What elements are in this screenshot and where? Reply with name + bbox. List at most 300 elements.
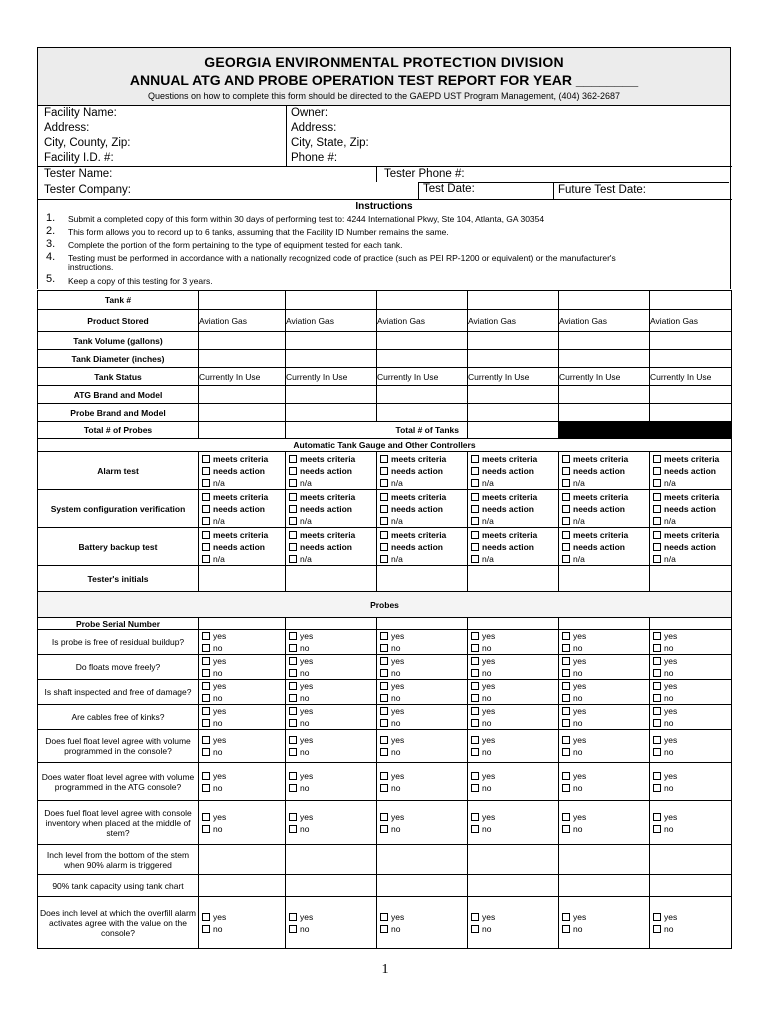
no-option[interactable] xyxy=(468,717,558,729)
product-stored-cell[interactable] xyxy=(468,310,559,332)
checkbox-icon[interactable] xyxy=(289,736,297,744)
checkbox-icon[interactable] xyxy=(562,455,570,463)
yes-option[interactable] xyxy=(650,655,731,667)
yes-option[interactable] xyxy=(199,770,285,782)
tank-volume-cell[interactable] xyxy=(559,332,650,350)
yes-option[interactable] xyxy=(559,705,649,717)
yes-option[interactable] xyxy=(286,734,376,746)
na-option[interactable] xyxy=(199,515,285,527)
inch-level-cell[interactable] xyxy=(559,845,650,875)
checkbox-icon[interactable] xyxy=(202,467,210,475)
checkbox-icon[interactable] xyxy=(653,719,661,727)
checkbox-icon[interactable] xyxy=(202,632,210,640)
needs-action-option[interactable] xyxy=(468,465,558,477)
checkbox-icon[interactable] xyxy=(653,748,661,756)
no-option[interactable] xyxy=(650,823,731,835)
probe-serial-cell[interactable] xyxy=(468,618,559,630)
yes-option[interactable] xyxy=(650,734,731,746)
no-option[interactable] xyxy=(559,823,649,835)
checkbox-icon[interactable] xyxy=(380,543,388,551)
checkbox-icon[interactable] xyxy=(562,505,570,513)
checkbox-icon[interactable] xyxy=(289,555,297,563)
checkbox-icon[interactable] xyxy=(289,694,297,702)
yes-option[interactable] xyxy=(199,655,285,667)
no-option[interactable] xyxy=(377,717,467,729)
checkbox-icon[interactable] xyxy=(562,694,570,702)
checkbox-icon[interactable] xyxy=(289,748,297,756)
needs-action-option[interactable] xyxy=(377,465,467,477)
no-option[interactable] xyxy=(650,717,731,729)
needs-action-option[interactable] xyxy=(650,541,731,553)
inch-level-cell[interactable] xyxy=(377,845,468,875)
no-option[interactable] xyxy=(286,642,376,654)
checkbox-icon[interactable] xyxy=(471,913,479,921)
needs-action-option[interactable] xyxy=(377,503,467,515)
checkbox-icon[interactable] xyxy=(471,531,479,539)
checkbox-icon[interactable] xyxy=(202,719,210,727)
checkbox-icon[interactable] xyxy=(202,736,210,744)
tank-number-cell[interactable] xyxy=(377,291,468,310)
inch-level-cell[interactable] xyxy=(286,845,377,875)
probe-serial-cell[interactable] xyxy=(286,618,377,630)
checkbox-icon[interactable] xyxy=(562,555,570,563)
checkbox-icon[interactable] xyxy=(471,736,479,744)
no-option[interactable] xyxy=(650,692,731,704)
no-option[interactable] xyxy=(468,823,558,835)
checkbox-icon[interactable] xyxy=(653,707,661,715)
checkbox-icon[interactable] xyxy=(202,669,210,677)
yes-option[interactable] xyxy=(377,655,467,667)
meets-criteria-option[interactable] xyxy=(468,529,558,541)
checkbox-icon[interactable] xyxy=(380,682,388,690)
checkbox-icon[interactable] xyxy=(380,925,388,933)
na-option[interactable] xyxy=(468,515,558,527)
no-option[interactable] xyxy=(199,823,285,835)
no-option[interactable] xyxy=(559,667,649,679)
checkbox-icon[interactable] xyxy=(562,479,570,487)
checkbox-icon[interactable] xyxy=(202,479,210,487)
checkbox-icon[interactable] xyxy=(653,555,661,563)
tank-number-cell[interactable] xyxy=(468,291,559,310)
yes-option[interactable] xyxy=(468,705,558,717)
needs-action-option[interactable] xyxy=(286,465,376,477)
checkbox-icon[interactable] xyxy=(471,517,479,525)
no-option[interactable] xyxy=(199,782,285,794)
no-option[interactable] xyxy=(199,667,285,679)
checkbox-icon[interactable] xyxy=(202,455,210,463)
tank-volume-cell[interactable] xyxy=(650,332,732,350)
no-option[interactable] xyxy=(377,642,467,654)
checkbox-icon[interactable] xyxy=(202,543,210,551)
meets-criteria-option[interactable] xyxy=(468,453,558,465)
no-option[interactable] xyxy=(559,642,649,654)
tank-capacity-cell[interactable] xyxy=(650,875,732,897)
probe-brand-cell[interactable] xyxy=(468,404,559,422)
checkbox-icon[interactable] xyxy=(653,825,661,833)
checkbox-icon[interactable] xyxy=(380,657,388,665)
yes-option[interactable] xyxy=(650,911,731,923)
checkbox-icon[interactable] xyxy=(289,467,297,475)
yes-option[interactable] xyxy=(377,734,467,746)
no-option[interactable] xyxy=(559,717,649,729)
meets-criteria-option[interactable] xyxy=(650,529,731,541)
checkbox-icon[interactable] xyxy=(289,719,297,727)
checkbox-icon[interactable] xyxy=(653,543,661,551)
na-option[interactable] xyxy=(199,477,285,489)
checkbox-icon[interactable] xyxy=(380,531,388,539)
tank-volume-cell[interactable] xyxy=(377,332,468,350)
tank-diameter-cell[interactable] xyxy=(650,350,732,368)
na-option[interactable] xyxy=(286,515,376,527)
inch-level-cell[interactable] xyxy=(468,845,559,875)
checkbox-icon[interactable] xyxy=(562,748,570,756)
meets-criteria-option[interactable] xyxy=(559,529,649,541)
checkbox-icon[interactable] xyxy=(380,517,388,525)
no-option[interactable] xyxy=(650,642,731,654)
checkbox-icon[interactable] xyxy=(380,455,388,463)
checkbox-icon[interactable] xyxy=(289,493,297,501)
checkbox-icon[interactable] xyxy=(289,784,297,792)
no-option[interactable] xyxy=(286,746,376,758)
checkbox-icon[interactable] xyxy=(653,517,661,525)
checkbox-icon[interactable] xyxy=(289,913,297,921)
checkbox-icon[interactable] xyxy=(380,736,388,744)
checkbox-icon[interactable] xyxy=(202,644,210,652)
yes-option[interactable] xyxy=(559,770,649,782)
yes-option[interactable] xyxy=(286,655,376,667)
na-option[interactable] xyxy=(377,553,467,565)
probe-serial-cell[interactable] xyxy=(377,618,468,630)
checkbox-icon[interactable] xyxy=(562,925,570,933)
yes-option[interactable] xyxy=(559,655,649,667)
needs-action-option[interactable] xyxy=(650,465,731,477)
tank-capacity-cell[interactable] xyxy=(559,875,650,897)
checkbox-icon[interactable] xyxy=(289,682,297,690)
yes-option[interactable] xyxy=(199,680,285,692)
checkbox-icon[interactable] xyxy=(653,479,661,487)
yes-option[interactable] xyxy=(286,911,376,923)
checkbox-icon[interactable] xyxy=(289,517,297,525)
yes-option[interactable] xyxy=(650,811,731,823)
checkbox-icon[interactable] xyxy=(562,707,570,715)
probe-brand-cell[interactable] xyxy=(559,404,650,422)
checkbox-icon[interactable] xyxy=(562,632,570,640)
checkbox-icon[interactable] xyxy=(471,825,479,833)
inch-level-cell[interactable] xyxy=(199,845,286,875)
checkbox-icon[interactable] xyxy=(471,925,479,933)
checkbox-icon[interactable] xyxy=(471,555,479,563)
checkbox-icon[interactable] xyxy=(471,669,479,677)
na-option[interactable] xyxy=(559,515,649,527)
meets-criteria-option[interactable] xyxy=(377,491,467,503)
product-stored-cell[interactable] xyxy=(650,310,732,332)
yes-option[interactable] xyxy=(377,911,467,923)
checkbox-icon[interactable] xyxy=(380,644,388,652)
checkbox-icon[interactable] xyxy=(380,813,388,821)
atg-brand-cell[interactable] xyxy=(559,386,650,404)
no-option[interactable] xyxy=(468,782,558,794)
meets-criteria-option[interactable] xyxy=(650,491,731,503)
na-option[interactable] xyxy=(286,553,376,565)
tank-number-cell[interactable] xyxy=(286,291,377,310)
needs-action-option[interactable] xyxy=(468,541,558,553)
checkbox-icon[interactable] xyxy=(289,772,297,780)
checkbox-icon[interactable] xyxy=(289,531,297,539)
checkbox-icon[interactable] xyxy=(380,493,388,501)
checkbox-icon[interactable] xyxy=(380,669,388,677)
yes-option[interactable] xyxy=(199,911,285,923)
yes-option[interactable] xyxy=(650,705,731,717)
meets-criteria-option[interactable] xyxy=(377,453,467,465)
no-option[interactable] xyxy=(286,692,376,704)
yes-option[interactable] xyxy=(559,811,649,823)
checkbox-icon[interactable] xyxy=(289,644,297,652)
tank-status-cell[interactable] xyxy=(650,368,732,386)
checkbox-icon[interactable] xyxy=(202,694,210,702)
yes-option[interactable] xyxy=(468,911,558,923)
checkbox-icon[interactable] xyxy=(380,505,388,513)
checkbox-icon[interactable] xyxy=(202,748,210,756)
na-option[interactable] xyxy=(377,515,467,527)
checkbox-icon[interactable] xyxy=(562,644,570,652)
tank-diameter-cell[interactable] xyxy=(468,350,559,368)
no-option[interactable] xyxy=(650,746,731,758)
checkbox-icon[interactable] xyxy=(471,644,479,652)
yes-option[interactable] xyxy=(377,770,467,782)
yes-option[interactable] xyxy=(199,811,285,823)
atg-brand-cell[interactable] xyxy=(468,386,559,404)
na-option[interactable] xyxy=(199,553,285,565)
checkbox-icon[interactable] xyxy=(471,657,479,665)
na-option[interactable] xyxy=(468,553,558,565)
checkbox-icon[interactable] xyxy=(380,707,388,715)
tank-number-cell[interactable] xyxy=(199,291,286,310)
checkbox-icon[interactable] xyxy=(471,543,479,551)
checkbox-icon[interactable] xyxy=(202,682,210,690)
meets-criteria-option[interactable] xyxy=(286,529,376,541)
yes-option[interactable] xyxy=(377,705,467,717)
na-option[interactable] xyxy=(650,477,731,489)
meets-criteria-option[interactable] xyxy=(377,529,467,541)
no-option[interactable] xyxy=(468,746,558,758)
checkbox-icon[interactable] xyxy=(202,505,210,513)
checkbox-icon[interactable] xyxy=(380,825,388,833)
checkbox-icon[interactable] xyxy=(653,644,661,652)
checkbox-icon[interactable] xyxy=(653,913,661,921)
no-option[interactable] xyxy=(650,782,731,794)
needs-action-option[interactable] xyxy=(199,465,285,477)
tank-capacity-cell[interactable] xyxy=(377,875,468,897)
needs-action-option[interactable] xyxy=(199,541,285,553)
no-option[interactable] xyxy=(559,692,649,704)
checkbox-icon[interactable] xyxy=(471,632,479,640)
yes-option[interactable] xyxy=(377,630,467,642)
needs-action-option[interactable] xyxy=(199,503,285,515)
checkbox-icon[interactable] xyxy=(471,813,479,821)
checkbox-icon[interactable] xyxy=(562,719,570,727)
no-option[interactable] xyxy=(377,823,467,835)
probe-brand-cell[interactable] xyxy=(286,404,377,422)
checkbox-icon[interactable] xyxy=(202,517,210,525)
atg-brand-cell[interactable] xyxy=(650,386,732,404)
no-option[interactable] xyxy=(468,692,558,704)
checkbox-icon[interactable] xyxy=(202,772,210,780)
checkbox-icon[interactable] xyxy=(380,694,388,702)
yes-option[interactable] xyxy=(559,734,649,746)
yes-option[interactable] xyxy=(286,680,376,692)
checkbox-icon[interactable] xyxy=(653,682,661,690)
atg-brand-cell[interactable] xyxy=(286,386,377,404)
testers-initials-cell[interactable] xyxy=(199,566,286,592)
atg-brand-cell[interactable] xyxy=(377,386,468,404)
no-option[interactable] xyxy=(559,782,649,794)
needs-action-option[interactable] xyxy=(286,541,376,553)
checkbox-icon[interactable] xyxy=(380,719,388,727)
yes-option[interactable] xyxy=(286,705,376,717)
yes-option[interactable] xyxy=(559,680,649,692)
checkbox-icon[interactable] xyxy=(653,925,661,933)
testers-initials-cell[interactable] xyxy=(559,566,650,592)
checkbox-icon[interactable] xyxy=(289,813,297,821)
checkbox-icon[interactable] xyxy=(289,825,297,833)
checkbox-icon[interactable] xyxy=(653,493,661,501)
no-option[interactable] xyxy=(377,692,467,704)
tank-diameter-cell[interactable] xyxy=(286,350,377,368)
checkbox-icon[interactable] xyxy=(471,707,479,715)
checkbox-icon[interactable] xyxy=(653,694,661,702)
tank-number-cell[interactable] xyxy=(650,291,732,310)
checkbox-icon[interactable] xyxy=(653,736,661,744)
checkbox-icon[interactable] xyxy=(471,694,479,702)
yes-option[interactable] xyxy=(468,811,558,823)
yes-option[interactable] xyxy=(286,770,376,782)
checkbox-icon[interactable] xyxy=(289,543,297,551)
checkbox-icon[interactable] xyxy=(653,467,661,475)
needs-action-option[interactable] xyxy=(377,541,467,553)
checkbox-icon[interactable] xyxy=(562,493,570,501)
product-stored-cell[interactable] xyxy=(286,310,377,332)
tank-status-cell[interactable] xyxy=(199,368,286,386)
meets-criteria-option[interactable] xyxy=(559,453,649,465)
na-option[interactable] xyxy=(650,553,731,565)
testers-initials-cell[interactable] xyxy=(650,566,732,592)
checkbox-icon[interactable] xyxy=(562,682,570,690)
tank-status-cell[interactable] xyxy=(468,368,559,386)
na-option[interactable] xyxy=(559,477,649,489)
no-option[interactable] xyxy=(468,923,558,935)
tank-capacity-cell[interactable] xyxy=(199,875,286,897)
yes-option[interactable] xyxy=(468,630,558,642)
meets-criteria-option[interactable] xyxy=(559,491,649,503)
checkbox-icon[interactable] xyxy=(289,669,297,677)
checkbox-icon[interactable] xyxy=(562,825,570,833)
checkbox-icon[interactable] xyxy=(202,784,210,792)
checkbox-icon[interactable] xyxy=(380,555,388,563)
no-option[interactable] xyxy=(199,923,285,935)
checkbox-icon[interactable] xyxy=(202,825,210,833)
checkbox-icon[interactable] xyxy=(289,632,297,640)
checkbox-icon[interactable] xyxy=(380,748,388,756)
meets-criteria-option[interactable] xyxy=(468,491,558,503)
no-option[interactable] xyxy=(286,667,376,679)
checkbox-icon[interactable] xyxy=(380,632,388,640)
checkbox-icon[interactable] xyxy=(289,479,297,487)
checkbox-icon[interactable] xyxy=(471,748,479,756)
meets-criteria-option[interactable] xyxy=(286,453,376,465)
tank-diameter-cell[interactable] xyxy=(199,350,286,368)
checkbox-icon[interactable] xyxy=(380,784,388,792)
checkbox-icon[interactable] xyxy=(471,505,479,513)
no-option[interactable] xyxy=(377,782,467,794)
checkbox-icon[interactable] xyxy=(562,467,570,475)
no-option[interactable] xyxy=(559,923,649,935)
checkbox-icon[interactable] xyxy=(202,493,210,501)
meets-criteria-option[interactable] xyxy=(650,453,731,465)
checkbox-icon[interactable] xyxy=(380,467,388,475)
yes-option[interactable] xyxy=(286,811,376,823)
testers-initials-cell[interactable] xyxy=(377,566,468,592)
checkbox-icon[interactable] xyxy=(202,813,210,821)
yes-option[interactable] xyxy=(559,911,649,923)
probe-serial-cell[interactable] xyxy=(559,618,650,630)
no-option[interactable] xyxy=(377,923,467,935)
checkbox-icon[interactable] xyxy=(289,657,297,665)
yes-option[interactable] xyxy=(650,770,731,782)
product-stored-cell[interactable] xyxy=(559,310,650,332)
checkbox-icon[interactable] xyxy=(562,736,570,744)
checkbox-icon[interactable] xyxy=(562,543,570,551)
total-tanks-cell[interactable] xyxy=(468,422,559,439)
no-option[interactable] xyxy=(199,642,285,654)
tank-diameter-cell[interactable] xyxy=(377,350,468,368)
checkbox-icon[interactable] xyxy=(562,772,570,780)
checkbox-icon[interactable] xyxy=(471,479,479,487)
yes-option[interactable] xyxy=(286,630,376,642)
checkbox-icon[interactable] xyxy=(202,925,210,933)
checkbox-icon[interactable] xyxy=(380,913,388,921)
probe-serial-cell[interactable] xyxy=(650,618,732,630)
yes-option[interactable] xyxy=(559,630,649,642)
product-stored-cell[interactable] xyxy=(199,310,286,332)
checkbox-icon[interactable] xyxy=(380,772,388,780)
no-option[interactable] xyxy=(377,667,467,679)
checkbox-icon[interactable] xyxy=(653,813,661,821)
checkbox-icon[interactable] xyxy=(202,913,210,921)
yes-option[interactable] xyxy=(650,630,731,642)
checkbox-icon[interactable] xyxy=(653,531,661,539)
na-option[interactable] xyxy=(468,477,558,489)
probe-brand-cell[interactable] xyxy=(650,404,732,422)
checkbox-icon[interactable] xyxy=(202,657,210,665)
checkbox-icon[interactable] xyxy=(289,707,297,715)
no-option[interactable] xyxy=(286,923,376,935)
na-option[interactable] xyxy=(650,515,731,527)
no-option[interactable] xyxy=(650,667,731,679)
total-probes-cell[interactable] xyxy=(199,422,286,439)
meets-criteria-option[interactable] xyxy=(199,491,285,503)
no-option[interactable] xyxy=(199,717,285,729)
checkbox-icon[interactable] xyxy=(289,455,297,463)
tank-volume-cell[interactable] xyxy=(199,332,286,350)
needs-action-option[interactable] xyxy=(559,503,649,515)
checkbox-icon[interactable] xyxy=(471,467,479,475)
yes-option[interactable] xyxy=(468,734,558,746)
no-option[interactable] xyxy=(286,823,376,835)
probe-serial-cell[interactable] xyxy=(199,618,286,630)
checkbox-icon[interactable] xyxy=(562,517,570,525)
yes-option[interactable] xyxy=(468,655,558,667)
needs-action-option[interactable] xyxy=(559,465,649,477)
